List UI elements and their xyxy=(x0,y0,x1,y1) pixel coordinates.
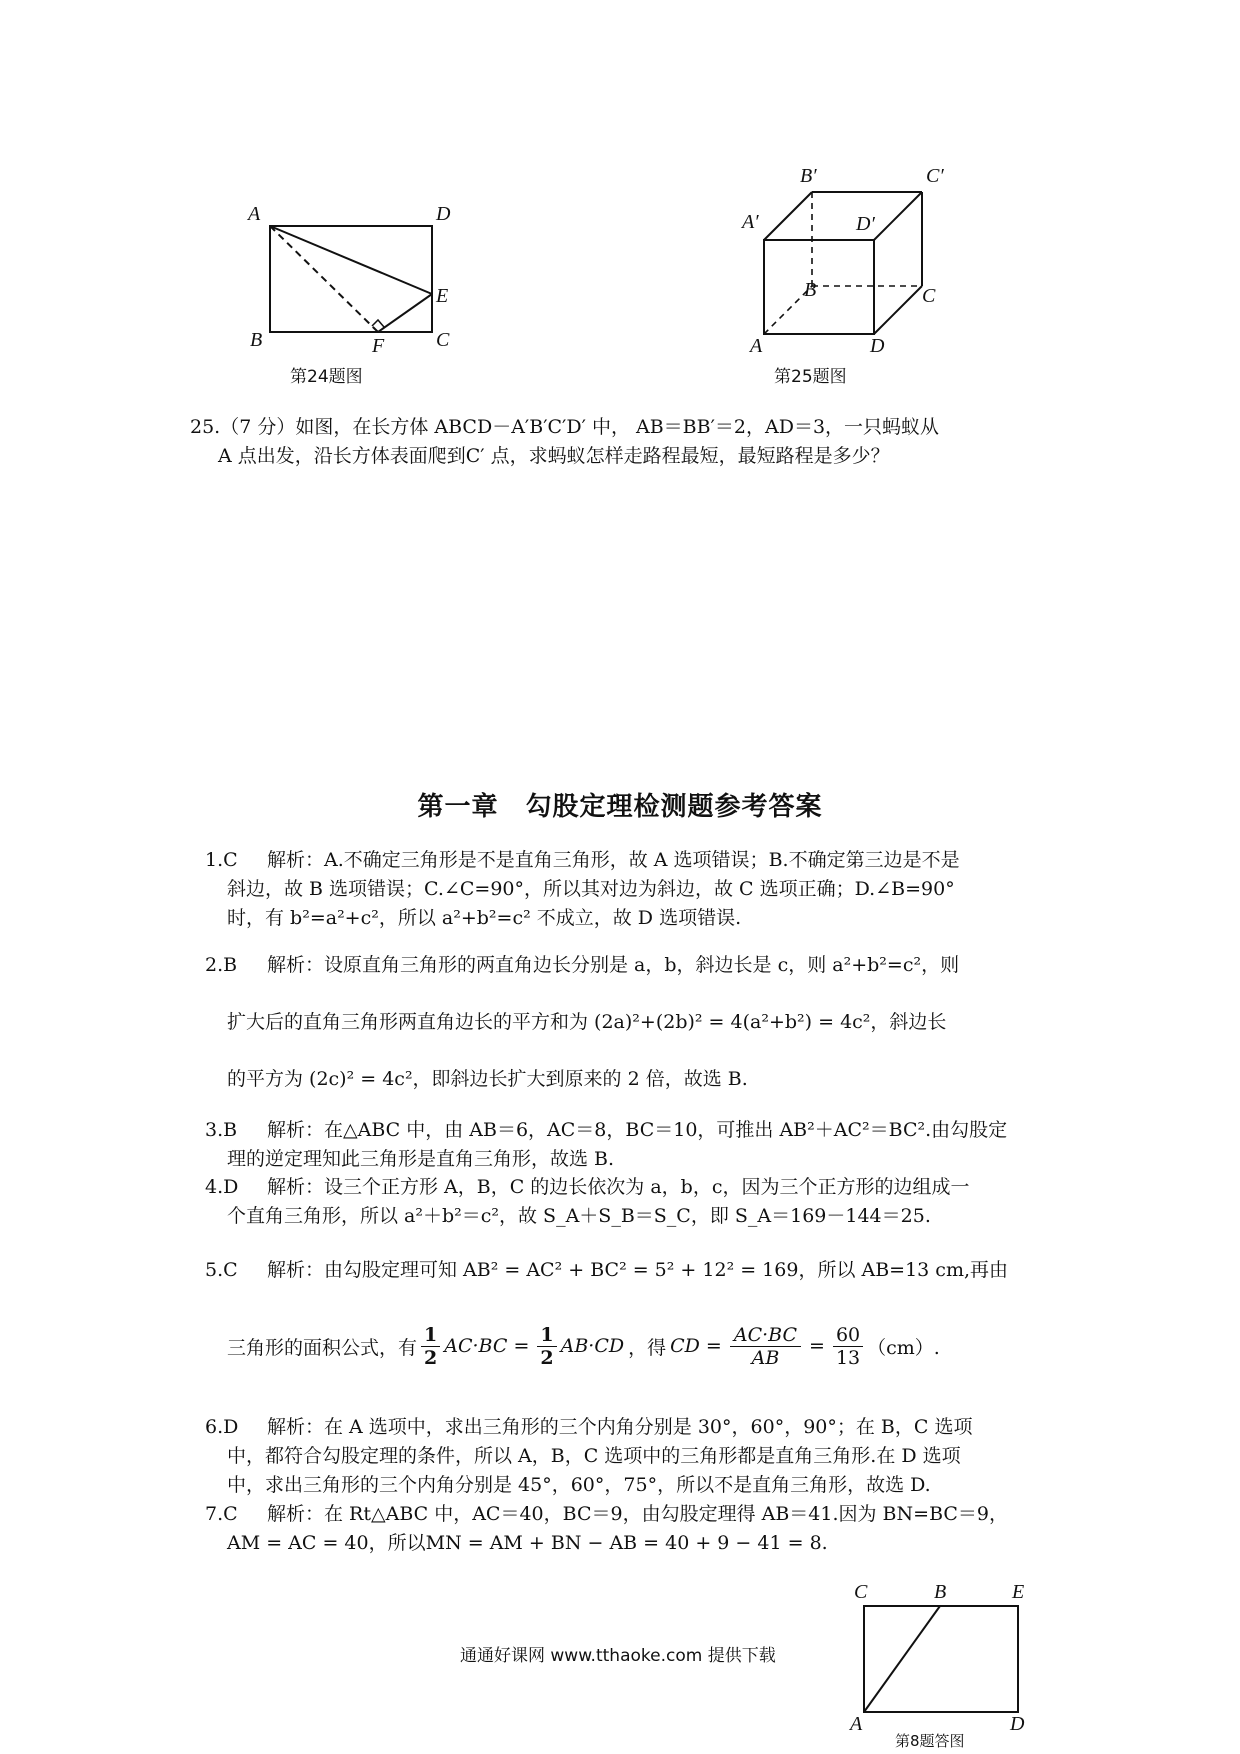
answer-1-line-3: 时，有 b²=a²+c²，所以 a²+b²=c² 不成立，故 D 选项错误. xyxy=(227,907,742,929)
figure-24-diagram xyxy=(240,200,460,360)
frac-numerator: AC·BC xyxy=(730,1324,801,1347)
frac-numerator: 60 xyxy=(833,1324,863,1347)
figure-25 xyxy=(740,160,960,360)
fig25-label-D: D xyxy=(870,335,885,357)
answer-5-left-expr: AC·BC = xyxy=(444,1335,530,1357)
answer-3-line-1: 解析：在△ABC 中，由 AB＝6，AC＝8，BC＝10，可推出 AB²＋AC²＝BC².由勾股定 xyxy=(267,1119,1008,1141)
answer-5-frac-value xyxy=(833,1324,863,1369)
fig8-label-D: D xyxy=(1010,1713,1025,1735)
figure-8 xyxy=(840,1581,1040,1735)
answer-5-cd: CD = xyxy=(670,1335,722,1357)
frac-denominator: AB xyxy=(751,1346,780,1369)
answer-3-line-2: 理的逆定理知此三角形是直角三角形，故选 B. xyxy=(227,1148,615,1170)
fig8-label-A: A xyxy=(850,1713,863,1735)
answer-6 xyxy=(205,1413,1065,1500)
frac-denominator: 2 xyxy=(424,1346,438,1369)
frac-numerator: 1 xyxy=(421,1324,440,1347)
footer-watermark: 通通好课网 www.tthaoke.com 提供下载 xyxy=(460,1646,776,1666)
answer-1-line-1: 解析：A.不确定三角形是不是直角三角形，故 A 选项错误；B.不确定第三边是不是 xyxy=(267,849,960,871)
fig24-label-F: F xyxy=(372,335,385,357)
answer-2-line-3: 的平方为 (2c)² = 4c²，即斜边长扩大到原来的 2 倍，故选 B. xyxy=(227,1068,748,1090)
figure-24-caption: 第24题图 xyxy=(290,367,363,387)
fig8-label-B: B xyxy=(934,1581,947,1603)
answer-6-number: 6.D xyxy=(205,1416,239,1438)
fig25-label-B1: B′ xyxy=(800,165,817,187)
answer-5-line-1: 解析：由勾股定理可知 AB² = AC² + BC² = 5² + 12² = 169，所以 AB=13 cm,再由 xyxy=(267,1259,1009,1281)
answer-5-line-4: （cm）. xyxy=(867,1336,940,1359)
answer-4-line-2: 个直角三角形，所以 a²＋b²＝c²，故 S_A＋S_B＝S_C，即 S_A＝169－144＝25. xyxy=(227,1205,931,1227)
answer-5-formula xyxy=(227,1316,940,1376)
figure-8-caption: 第8题答图 xyxy=(895,1732,965,1750)
question-25-line-2: A 点出发，沿长方体表面爬到C′ 点，求蚂蚁怎样走路程最短，最短路程是多少？ xyxy=(218,445,890,467)
answer-1-line-2: 斜边，故 B 选项错误；C.∠C=90°，所以其对边为斜边，故 C 选项正确；D.∠B=90° xyxy=(227,878,955,900)
answer-5-eq: = xyxy=(809,1335,825,1357)
fig8-label-C: C xyxy=(854,1581,868,1603)
answer-1 xyxy=(205,846,1065,933)
fig24-label-B: B xyxy=(250,329,263,351)
fig24-label-A: A xyxy=(248,203,261,225)
fig25-label-B: B xyxy=(804,279,817,301)
answer-7-line-1: 解析：在 Rt△ABC 中，AC＝40，BC＝9，由勾股定理得 AB＝41.因为 BN=BC＝9， xyxy=(267,1503,1009,1525)
answer-2 xyxy=(205,951,1065,1094)
frac-denominator: 2 xyxy=(540,1346,554,1369)
answer-2-line-1: 解析：设原直角三角形的两直角边长分别是 a，b，斜边长是 c，则 a²+b²=c²，则 xyxy=(267,954,960,976)
figure-25-caption: 第25题图 xyxy=(774,367,847,387)
answer-5-frac-half-2 xyxy=(537,1324,556,1369)
fig24-label-E: E xyxy=(436,285,449,307)
fig25-label-C: C xyxy=(922,285,936,307)
question-25-line-1: 25.（7 分）如图，在长方体 ABCD－A′B′C′D′ 中， AB＝BB′＝2，AD＝3，一只蚂蚁从 xyxy=(190,416,940,438)
answer-6-line-2: 中，都符合勾股定理的条件，所以 A，B，C 选项中的三角形都是直角三角形.在 D 选项 xyxy=(227,1445,961,1467)
fig25-label-D1: D′ xyxy=(856,213,875,235)
figure-8-diagram xyxy=(840,1581,1040,1735)
answer-7 xyxy=(205,1500,1065,1558)
answer-5-number: 5.C xyxy=(205,1259,238,1281)
answer-6-line-1: 解析：在 A 选项中，求出三角形的三个内角分别是 30°，60°，90°；在 B，C 选项 xyxy=(267,1416,973,1438)
answer-5-line-2: 三角形的面积公式，有 xyxy=(227,1336,418,1359)
answer-5-right-expr: AB·CD xyxy=(560,1335,625,1357)
fig25-label-C1: C′ xyxy=(926,165,944,187)
figure-24 xyxy=(240,200,460,360)
frac-numerator: 1 xyxy=(537,1324,556,1347)
answer-2-line-2: 扩大后的直角三角形两直角边长的平方和为 (2a)²+(2b)² = 4(a²+b²) = 4c²，斜边长 xyxy=(227,1011,947,1033)
answer-4-number: 4.D xyxy=(205,1176,239,1198)
answer-7-line-2: AM = AC = 40，所以MN = AM + BN − AB = 40 + 9 − 41 = 8. xyxy=(227,1532,828,1554)
figure-25-diagram xyxy=(740,160,960,360)
answer-1-number: 1.C xyxy=(205,849,238,871)
answer-2-number: 2.B xyxy=(205,954,238,976)
fig25-label-A1: A′ xyxy=(742,211,759,233)
answer-4-line-1: 解析：设三个正方形 A，B，C 的边长依次为 a，b，c，因为三个正方形的边组成一 xyxy=(267,1176,970,1198)
answer-5 xyxy=(205,1256,1065,1285)
frac-denominator: 13 xyxy=(835,1346,861,1369)
answer-3-number: 3.B xyxy=(205,1119,238,1141)
fig24-label-C: C xyxy=(436,329,450,351)
question-25 xyxy=(190,413,939,471)
answer-5-line-3: ，得 xyxy=(628,1336,667,1359)
answer-5-frac-half-1 xyxy=(421,1324,440,1369)
answer-7-number: 7.C xyxy=(205,1503,238,1525)
answers-title: 第一章 勾股定理检测题参考答案 xyxy=(417,792,823,822)
fig8-label-E: E xyxy=(1012,1581,1025,1603)
fig25-label-A: A xyxy=(750,335,763,357)
fig24-label-D: D xyxy=(436,203,451,225)
answer-4 xyxy=(205,1173,1065,1231)
answer-3 xyxy=(205,1116,1065,1174)
answer-6-line-3: 中，求出三角形的三个内角分别是 45°，60°，75°，所以不是直角三角形，故选 D. xyxy=(227,1474,931,1496)
answer-5-frac-cd xyxy=(730,1324,801,1369)
